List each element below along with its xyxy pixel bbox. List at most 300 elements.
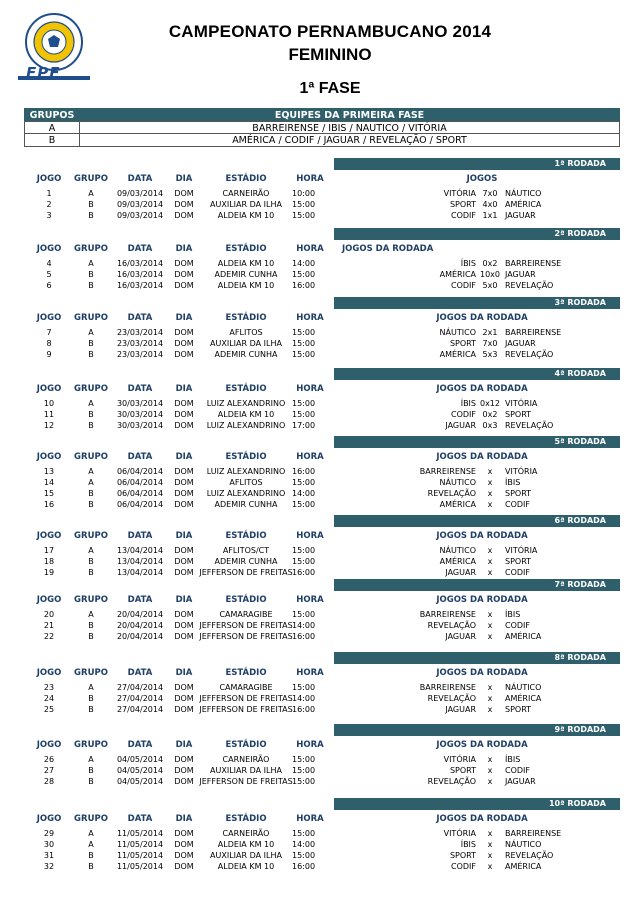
match-day: DOM [174, 694, 194, 703]
col-hora-header: HORA [296, 814, 324, 824]
match-home-team: CODIF [450, 862, 476, 871]
col-dia-header: DIA [175, 384, 193, 394]
round-label-bar: 2ª RODADA [334, 228, 620, 240]
col-grupo-header: GRUPO [74, 668, 108, 678]
match-stadium: LUIZ ALEXANDRINO [206, 489, 286, 498]
round-header-row [24, 244, 620, 256]
match-date: 04/05/2014 [116, 777, 164, 786]
match-day: DOM [174, 632, 194, 641]
match-away-team: BARREIRENSE [505, 829, 562, 838]
match-time: 17:00 [292, 421, 316, 430]
match-group: A [88, 259, 94, 268]
match-away-team: BARREIRENSE [505, 328, 562, 337]
match-date: 23/03/2014 [116, 339, 164, 348]
col-jogo-header: JOGO [36, 740, 62, 750]
match-group: A [88, 683, 94, 692]
match-row [24, 328, 620, 339]
col-grupo-header: GRUPO [74, 814, 108, 824]
match-away-team: NÁUTICO [505, 189, 542, 198]
match-date: 13/04/2014 [116, 568, 164, 577]
match-number: 22 [43, 632, 55, 641]
match-stadium: CARNEIRÃO [222, 189, 270, 198]
match-score: x [487, 766, 493, 775]
match-date: 04/05/2014 [116, 755, 164, 764]
match-away-team: JAGUAR [505, 270, 536, 279]
match-away-team: SPORT [505, 489, 532, 498]
match-away-team: BARREIRENSE [505, 259, 562, 268]
match-away-team: JAGUAR [505, 339, 536, 348]
col-jogo-header: JOGO [36, 384, 62, 394]
match-row [24, 840, 620, 851]
col-jogo-header: JOGO [36, 814, 62, 824]
col-estadio-header: ESTÁDIO [225, 814, 267, 824]
match-stadium: ADEMIR CUNHA [214, 350, 278, 359]
match-date: 27/04/2014 [116, 705, 164, 714]
match-time: 15:00 [292, 546, 316, 555]
col-data-header: DATA [127, 668, 153, 678]
col-jogo-header: JOGO [36, 313, 62, 323]
match-number: 26 [43, 755, 55, 764]
match-day: DOM [174, 489, 194, 498]
group-teams: AMÉRICA / CODIF / JAGUAR / REVELAÇÃO / SPORT [79, 134, 620, 147]
col-jogo-header: JOGO [36, 174, 62, 184]
match-home-team: JAGUAR [445, 632, 476, 641]
match-group: A [88, 546, 94, 555]
match-group: B [88, 766, 94, 775]
round-label-bar: 3ª RODADA [334, 297, 620, 309]
match-group: B [88, 281, 94, 290]
round-label-bar: 1ª RODADA [334, 158, 620, 170]
match-date: 09/03/2014 [116, 189, 164, 198]
match-row [24, 568, 620, 579]
match-group: B [88, 632, 94, 641]
match-away-team: REVELAÇÃO [505, 851, 554, 860]
match-number: 10 [43, 399, 55, 408]
col-grupo-header: GRUPO [74, 595, 108, 605]
match-time: 15:00 [292, 350, 316, 359]
match-home-team: VITÓRIA [443, 189, 476, 198]
col-jogos-header: JOGOS DA RODADA [436, 384, 528, 394]
col-jogo-header: JOGO [36, 595, 62, 605]
match-home-team: ÍBIS [460, 840, 476, 849]
col-jogos-header: JOGOS DA RODADA [436, 668, 528, 678]
match-stadium: CAMARAGIBE [219, 610, 273, 619]
match-home-team: CODIF [450, 410, 476, 419]
col-jogos-header: JOGOS DA RODADA [436, 814, 528, 824]
col-hora-header: HORA [296, 740, 324, 750]
match-stadium: ALDEIA KM 10 [217, 840, 275, 849]
match-away-team: ÍBIS [505, 610, 521, 619]
match-row [24, 339, 620, 350]
col-estadio-header: ESTÁDIO [225, 595, 267, 605]
match-score: x [487, 755, 493, 764]
match-date: 16/03/2014 [116, 281, 164, 290]
title-line1: CAMPEONATO PERNAMBUCANO 2014 [168, 22, 492, 41]
match-away-team: AMÉRICA [505, 694, 542, 703]
match-number: 14 [43, 478, 55, 487]
match-number: 18 [43, 557, 55, 566]
match-home-team: REVELAÇÃO [427, 777, 476, 786]
match-row [24, 421, 620, 432]
match-score: 5x0 [482, 281, 498, 290]
match-time: 15:00 [292, 766, 316, 775]
match-time: 15:00 [292, 683, 316, 692]
match-time: 15:00 [292, 328, 316, 337]
match-day: DOM [174, 568, 194, 577]
match-stadium: CARNEIRÃO [222, 755, 270, 764]
match-home-team: JAGUAR [445, 568, 476, 577]
match-home-team: BARREIRENSE [419, 610, 476, 619]
match-score: x [487, 621, 493, 630]
match-stadium: JEFFERSON DE FREITAS [199, 694, 293, 703]
match-day: DOM [174, 777, 194, 786]
match-number: 21 [43, 621, 55, 630]
match-time: 14:00 [292, 840, 316, 849]
match-number: 12 [43, 421, 55, 430]
match-score: x [487, 705, 493, 714]
round-header-row [24, 313, 620, 325]
match-time: 16:00 [292, 705, 316, 714]
match-away-team: NÁUTICO [505, 683, 542, 692]
match-date: 06/04/2014 [116, 467, 164, 476]
match-away-team: SPORT [505, 410, 532, 419]
match-away-team: ÍBIS [505, 478, 521, 487]
match-row [24, 467, 620, 478]
match-row [24, 489, 620, 500]
col-hora-header: HORA [296, 313, 324, 323]
match-home-team: ÍBIS [460, 399, 476, 408]
col-dia-header: DIA [175, 668, 193, 678]
col-jogos-header: JOGOS DA RODADA [436, 740, 528, 750]
match-date: 16/03/2014 [116, 270, 164, 279]
col-hora-header: HORA [296, 595, 324, 605]
match-group: A [88, 467, 94, 476]
match-time: 15:00 [292, 777, 316, 786]
match-home-team: SPORT [449, 200, 476, 209]
match-group: B [88, 200, 94, 209]
match-day: DOM [174, 339, 194, 348]
col-dia-header: DIA [175, 814, 193, 824]
match-date: 11/05/2014 [116, 862, 164, 871]
match-group: A [88, 840, 94, 849]
match-row [24, 350, 620, 361]
match-number: 6 [46, 281, 52, 290]
match-away-team: CODIF [505, 568, 531, 577]
match-group: B [88, 500, 94, 509]
match-row [24, 610, 620, 621]
match-number: 2 [46, 200, 52, 209]
match-time: 15:00 [292, 851, 316, 860]
match-group: B [88, 270, 94, 279]
title-line3: 1ª FASE [299, 80, 361, 97]
match-number: 4 [46, 259, 52, 268]
match-row [24, 766, 620, 777]
match-date: 27/04/2014 [116, 683, 164, 692]
match-home-team: NÁUTICO [439, 546, 476, 555]
match-number: 29 [43, 829, 55, 838]
title-line2: FEMININO [288, 45, 372, 64]
match-score: x [487, 683, 493, 692]
match-away-team: SPORT [505, 705, 532, 714]
match-date: 09/03/2014 [116, 200, 164, 209]
match-away-team: REVELAÇÃO [505, 421, 554, 430]
match-day: DOM [174, 478, 194, 487]
round-header-row [24, 384, 620, 396]
match-number: 13 [43, 467, 55, 476]
match-score: x [487, 840, 493, 849]
match-home-team: JAGUAR [445, 705, 476, 714]
match-stadium: ALDEIA KM 10 [217, 211, 275, 220]
match-row [24, 621, 620, 632]
match-time: 15:00 [292, 410, 316, 419]
match-day: DOM [174, 281, 194, 290]
match-row [24, 500, 620, 511]
match-time: 14:00 [292, 489, 316, 498]
col-estadio-header: ESTÁDIO [225, 452, 267, 462]
col-hora-header: HORA [296, 452, 324, 462]
match-home-team: NÁUTICO [439, 478, 476, 487]
match-stadium: CAMARAGIBE [219, 683, 273, 692]
match-number: 8 [46, 339, 52, 348]
match-date: 06/04/2014 [116, 478, 164, 487]
col-jogos-header: JOGOS DA RODADA [436, 595, 528, 605]
match-away-team: ÍBIS [505, 755, 521, 764]
col-data-header: DATA [127, 452, 153, 462]
match-stadium: ADEMIR CUNHA [214, 557, 278, 566]
match-time: 15:00 [292, 829, 316, 838]
match-row [24, 259, 620, 270]
match-score: x [487, 632, 493, 641]
col-data-header: DATA [127, 384, 153, 394]
fpf-logo [14, 12, 94, 92]
match-score: 0x3 [482, 421, 498, 430]
match-score: x [487, 851, 493, 860]
round-header-row [24, 668, 620, 680]
match-home-team: REVELAÇÃO [427, 694, 476, 703]
match-group: B [88, 621, 94, 630]
match-stadium: LUIZ ALEXANDRINO [206, 399, 286, 408]
col-dia-header: DIA [175, 313, 193, 323]
match-number: 16 [43, 500, 55, 509]
col-jogo-header: JOGO [36, 452, 62, 462]
match-row [24, 829, 620, 840]
col-estadio-header: ESTÁDIO [225, 740, 267, 750]
match-day: DOM [174, 705, 194, 714]
logo-text: FPF [26, 64, 61, 82]
match-row [24, 632, 620, 643]
match-group: B [88, 410, 94, 419]
match-home-team: VITÓRIA [443, 755, 476, 764]
match-day: DOM [174, 467, 194, 476]
match-time: 10:00 [292, 189, 316, 198]
col-data-header: DATA [127, 595, 153, 605]
match-day: DOM [174, 755, 194, 764]
match-score: x [487, 489, 493, 498]
match-home-team: CODIF [450, 281, 476, 290]
match-score: x [487, 610, 493, 619]
groups-table [24, 108, 620, 147]
match-day: DOM [174, 399, 194, 408]
match-row [24, 557, 620, 568]
col-jogo-header: JOGO [36, 531, 62, 541]
match-home-team: JAGUAR [445, 421, 476, 430]
match-date: 11/05/2014 [116, 851, 164, 860]
match-stadium: LUIZ ALEXANDRINO [206, 421, 286, 430]
match-time: 15:00 [292, 339, 316, 348]
match-day: DOM [174, 851, 194, 860]
match-group: B [88, 350, 94, 359]
match-away-team: REVELAÇÃO [505, 350, 554, 359]
match-time: 16:00 [292, 281, 316, 290]
col-grupo-header: GRUPO [74, 452, 108, 462]
match-row [24, 683, 620, 694]
match-score: 5x3 [482, 350, 498, 359]
match-row [24, 281, 620, 292]
match-time: 16:00 [292, 467, 316, 476]
match-number: 3 [46, 211, 52, 220]
match-score: x [487, 829, 493, 838]
match-date: 06/04/2014 [116, 489, 164, 498]
col-hora-header: HORA [296, 531, 324, 541]
match-date: 23/03/2014 [116, 350, 164, 359]
match-score: x [487, 546, 493, 555]
col-jogos-header: JOGOS DA RODADA [436, 313, 528, 323]
match-score: 0x2 [482, 410, 498, 419]
match-stadium: AUXILIAR DA ILHA [210, 339, 282, 348]
match-home-team: NÁUTICO [439, 328, 476, 337]
round-header-row [24, 740, 620, 752]
match-away-team: VITÓRIA [505, 546, 538, 555]
col-data-header: DATA [127, 740, 153, 750]
match-stadium: AUXILIAR DA ILHA [210, 200, 282, 209]
match-score: x [487, 557, 493, 566]
match-row [24, 694, 620, 705]
col-grupo-header: GRUPO [74, 244, 108, 254]
match-day: DOM [174, 410, 194, 419]
match-home-team: SPORT [449, 851, 476, 860]
match-number: 19 [43, 568, 55, 577]
match-row [24, 478, 620, 489]
match-away-team: AMÉRICA [505, 632, 542, 641]
match-group: B [88, 862, 94, 871]
match-day: DOM [174, 557, 194, 566]
col-data-header: DATA [127, 174, 153, 184]
match-home-team: CODIF [450, 211, 476, 220]
match-day: DOM [174, 421, 194, 430]
match-home-team: REVELAÇÃO [427, 489, 476, 498]
col-estadio-header: ESTÁDIO [225, 531, 267, 541]
match-day: DOM [174, 500, 194, 509]
match-away-team: AMÉRICA [505, 200, 542, 209]
match-stadium: ADEMIR CUNHA [214, 270, 278, 279]
col-jogos-header: JOGOS DA RODADA [436, 531, 528, 541]
match-time: 15:00 [292, 755, 316, 764]
col-jogo-header: JOGO [36, 668, 62, 678]
match-stadium: AUXILIAR DA ILHA [210, 851, 282, 860]
round-label-bar: 6ª RODADA [334, 515, 620, 527]
match-home-team: AMÉRICA [439, 270, 476, 279]
match-time: 15:00 [292, 399, 316, 408]
col-dia-header: DIA [175, 452, 193, 462]
match-row [24, 851, 620, 862]
col-jogos-header: JOGOS DA RODADA [342, 244, 434, 254]
col-dia-header: DIA [175, 244, 193, 254]
match-home-team: BARREIRENSE [419, 467, 476, 476]
match-time: 15:00 [292, 478, 316, 487]
col-estadio-header: ESTÁDIO [225, 174, 267, 184]
match-stadium: JEFFERSON DE FREITAS [199, 705, 293, 714]
match-day: DOM [174, 862, 194, 871]
match-time: 14:00 [292, 621, 316, 630]
match-date: 13/04/2014 [116, 546, 164, 555]
match-number: 23 [43, 683, 55, 692]
match-day: DOM [174, 621, 194, 630]
match-date: 11/05/2014 [116, 829, 164, 838]
match-stadium: JEFFERSON DE FREITAS [199, 777, 293, 786]
match-number: 30 [43, 840, 55, 849]
round-label-bar: 4ª RODADA [334, 368, 620, 380]
round-label-bar: 8ª RODADA [334, 652, 620, 664]
match-score: 2x1 [482, 328, 498, 337]
col-jogo-header: JOGO [36, 244, 62, 254]
match-day: DOM [174, 829, 194, 838]
match-day: DOM [174, 840, 194, 849]
col-hora-header: HORA [296, 174, 324, 184]
match-day: DOM [174, 610, 194, 619]
match-home-team: ÍBIS [460, 259, 476, 268]
match-time: 15:00 [292, 610, 316, 619]
match-group: B [88, 705, 94, 714]
match-stadium: CARNEIRÃO [222, 829, 270, 838]
match-score: 10x0 [479, 270, 500, 279]
match-home-team: SPORT [449, 339, 476, 348]
match-away-team: CODIF [505, 621, 531, 630]
match-away-team: JAGUAR [505, 777, 536, 786]
match-group: A [88, 610, 94, 619]
match-stadium: JEFFERSON DE FREITAS [199, 632, 293, 641]
match-row [24, 399, 620, 410]
col-jogos-header: JOGOS DA RODADA [436, 452, 528, 462]
col-jogos-header: JOGOS [466, 174, 498, 184]
match-date: 09/03/2014 [116, 211, 164, 220]
match-date: 30/03/2014 [116, 399, 164, 408]
match-number: 27 [43, 766, 55, 775]
match-time: 14:00 [292, 694, 316, 703]
match-away-team: JAGUAR [505, 211, 536, 220]
match-score: x [487, 467, 493, 476]
match-number: 17 [43, 546, 55, 555]
match-group: A [88, 399, 94, 408]
match-date: 30/03/2014 [116, 410, 164, 419]
groups-header-col2: EQUIPES DA PRIMEIRA FASE [79, 108, 620, 121]
match-row [24, 211, 620, 222]
group-teams: BARREIRENSE / IBIS / NAUTICO / VITÓRIA [79, 121, 620, 134]
match-score: x [487, 862, 493, 871]
match-group: A [88, 189, 94, 198]
match-home-team: AMÉRICA [439, 350, 476, 359]
group-row [24, 121, 620, 134]
match-score: 7x0 [482, 189, 498, 198]
match-number: 24 [43, 694, 55, 703]
match-score: 1x1 [482, 211, 498, 220]
match-group: B [88, 568, 94, 577]
match-stadium: AFLITOS [229, 328, 263, 337]
match-number: 25 [43, 705, 55, 714]
match-row [24, 755, 620, 766]
match-row [24, 410, 620, 421]
match-number: 1 [46, 189, 52, 198]
match-stadium: AFLITOS/CT [222, 546, 270, 555]
